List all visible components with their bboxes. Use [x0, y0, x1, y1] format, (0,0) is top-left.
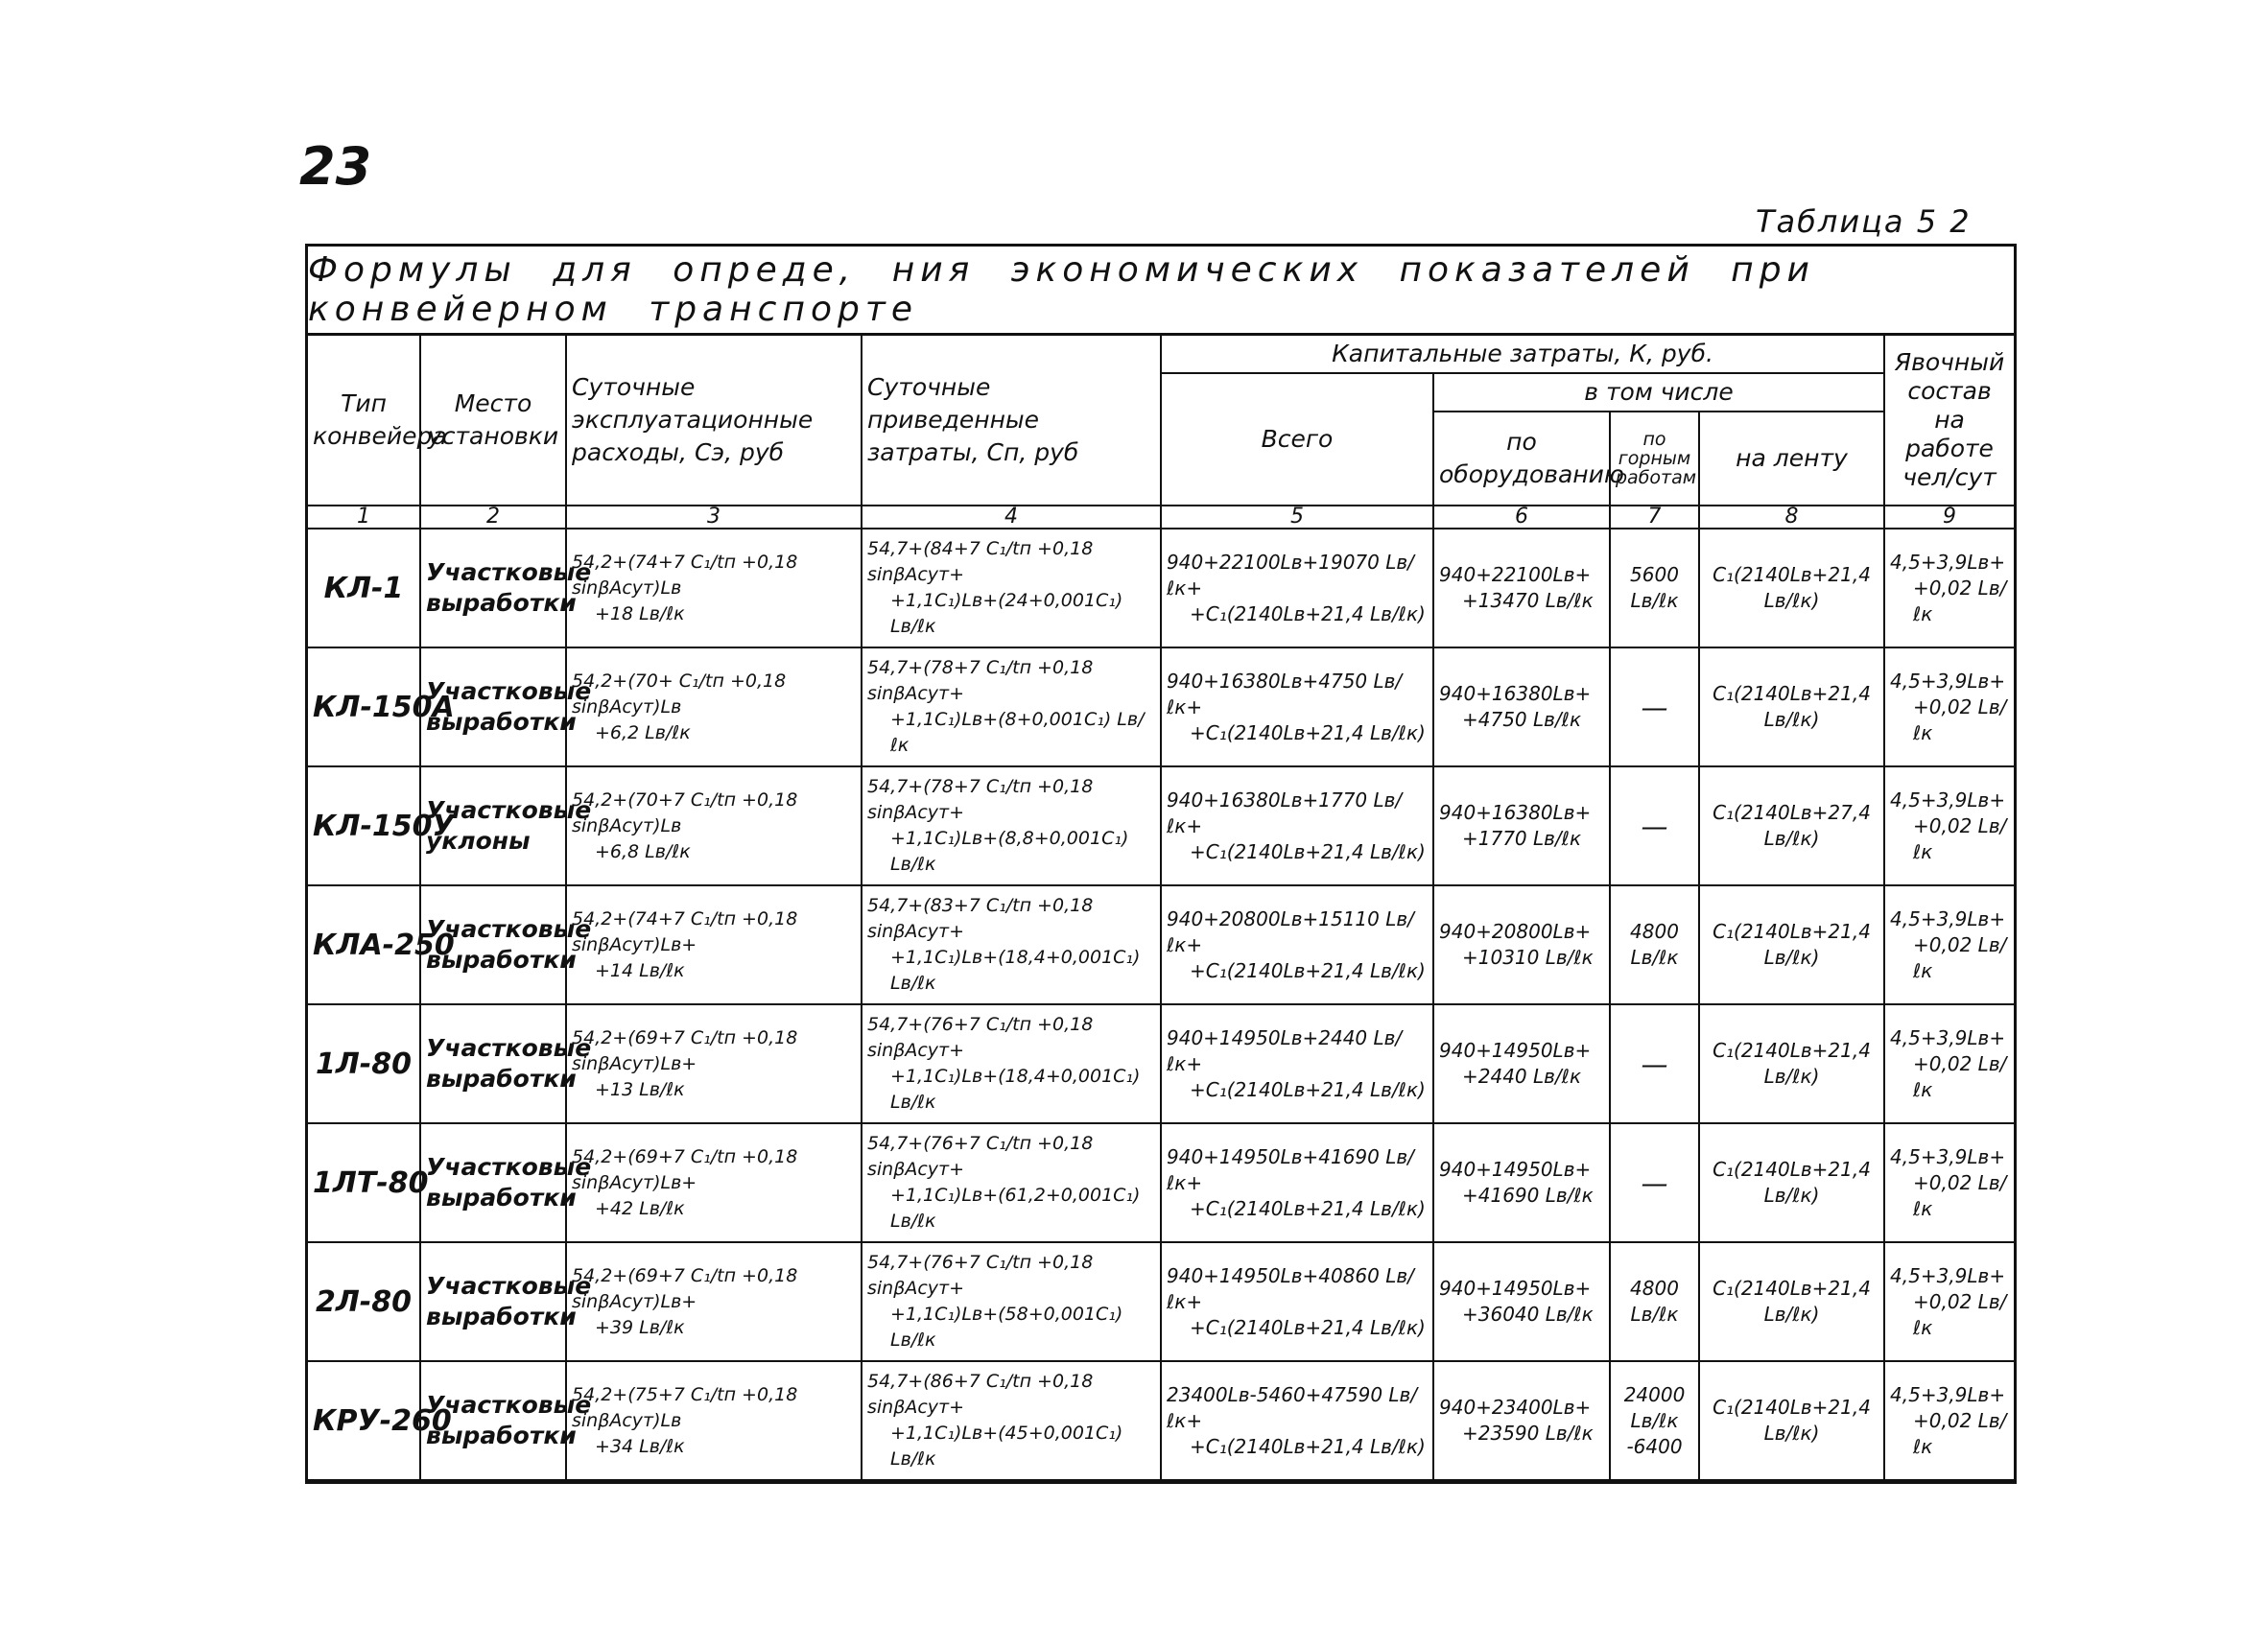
- equipment-cost-formula-line: +10310 Lв/ℓк: [1462, 946, 1594, 969]
- staff-formula: [1884, 529, 2014, 647]
- capital-total-formula-line: +C₁(2140Lв+21,4 Lв/ℓк): [1190, 1315, 1426, 1339]
- staff-formula-line: +0,02 Lв/ℓк: [1913, 576, 2007, 625]
- reduced-cost-formula-line: +1,1C₁)Lв+(8+0,001C₁) Lв/ℓк: [890, 709, 1145, 756]
- equipment-cost-formula-line: +2440 Lв/ℓк: [1462, 1065, 1582, 1088]
- mining-cost-formula: [1610, 1123, 1699, 1242]
- reduced-cost-formula-line: 54,7+(76+7 C₁/tп +0,18 sinβAсут+: [867, 1133, 1094, 1180]
- belt-cost-formula: [1699, 647, 1884, 766]
- belt-cost-formula: [1699, 1004, 1884, 1123]
- installation-place: Участковые выработки: [420, 529, 566, 647]
- equipment-cost-formula-line: +36040 Lв/ℓк: [1462, 1303, 1594, 1326]
- header-belt: на ленту: [1699, 412, 1884, 506]
- capital-total-formula: [1161, 1242, 1433, 1361]
- table-row: [308, 1242, 2014, 1361]
- reduced-cost-formula-line: 54,7+(76+7 C₁/tп +0,18 sinβAсут+: [867, 1252, 1094, 1299]
- exploitation-formula-line: +18 Lв/ℓк: [595, 602, 685, 624]
- reduced-cost-formula-line: 54,7+(86+7 C₁/tп +0,18 sinβAсут+: [867, 1371, 1094, 1418]
- staff-formula-line: 4,5+3,9Lв+: [1890, 669, 2006, 693]
- capital-total-formula: [1161, 885, 1433, 1004]
- conveyor-type: КЛ-150А: [308, 647, 420, 766]
- equipment-cost-formula: [1433, 766, 1610, 885]
- capital-total-formula-line: 940+14950Lв+41690 Lв/ℓк+: [1167, 1144, 1414, 1194]
- header-including: в том числе: [1433, 373, 1884, 412]
- exploitation-formula-line: +14 Lв/ℓк: [595, 959, 685, 981]
- capital-total-formula: [1161, 766, 1433, 885]
- column-number: 9: [1884, 506, 2014, 529]
- exploitation-formula-line: +6,8 Lв/ℓк: [595, 840, 691, 862]
- table-row: [308, 1004, 2014, 1123]
- belt-cost-formula: [1699, 885, 1884, 1004]
- mining-cost-formula: [1610, 529, 1699, 647]
- table-row: [308, 766, 2014, 885]
- belt-cost-formula-line: C₁(2140Lв+21,4 Lв/ℓк): [1713, 1158, 1871, 1207]
- formula-grid: [308, 336, 2014, 1481]
- staff-formula-line: 4,5+3,9Lв+: [1890, 1382, 2006, 1406]
- staff-formula-line: 4,5+3,9Lв+: [1890, 1263, 2006, 1287]
- installation-place: Участковые выработки: [420, 1123, 566, 1242]
- exploitation-formula: [566, 1242, 862, 1361]
- reduced-cost-formula: [862, 1004, 1161, 1123]
- mining-cost-formula: [1610, 647, 1699, 766]
- exploitation-formula: [566, 1361, 862, 1480]
- exploitation-formula-line: 54,2+(69+7 C₁/tп +0,18 sinβAсут)Lв+: [572, 1145, 798, 1193]
- conveyor-type: КРУ-260: [308, 1361, 420, 1480]
- header-staff: Явочный состав на работе чел/сут: [1884, 336, 2014, 506]
- exploitation-formula: [566, 766, 862, 885]
- staff-formula-line: 4,5+3,9Lв+: [1890, 788, 2006, 812]
- table-row: [308, 647, 2014, 766]
- capital-total-formula-line: 940+16380Lв+1770 Lв/ℓк+: [1167, 788, 1403, 837]
- mining-cost-formula: [1610, 1361, 1699, 1480]
- reduced-cost-formula: [862, 885, 1161, 1004]
- header-type: Тип конвейера: [308, 336, 420, 506]
- header-mining: по горным работам: [1610, 412, 1699, 506]
- staff-formula-line: +0,02 Lв/ℓк: [1913, 1408, 2007, 1458]
- header-place: Место установки: [420, 336, 566, 506]
- mining-cost-formula-line: —: [1641, 810, 1668, 842]
- conveyor-type: 2Л-80: [308, 1242, 420, 1361]
- reduced-cost-formula: [862, 529, 1161, 647]
- exploitation-formula-line: +39 Lв/ℓк: [595, 1316, 685, 1338]
- belt-cost-formula-line: C₁(2140Lв+21,4 Lв/ℓк): [1713, 682, 1871, 731]
- mining-cost-formula: [1610, 766, 1699, 885]
- staff-formula: [1884, 885, 2014, 1004]
- belt-cost-formula-line: C₁(2140Lв+21,4 Lв/ℓк): [1713, 1396, 1871, 1445]
- staff-formula: [1884, 1242, 2014, 1361]
- staff-formula-line: +0,02 Lв/ℓк: [1913, 1051, 2007, 1101]
- column-number: 5: [1161, 506, 1433, 529]
- reduced-cost-formula-line: 54,7+(83+7 C₁/tп +0,18 sinβAсут+: [867, 895, 1094, 942]
- exploitation-formula-line: +34 Lв/ℓк: [595, 1435, 685, 1457]
- conveyor-type: 1Л-80: [308, 1004, 420, 1123]
- column-number: 8: [1699, 506, 1884, 529]
- belt-cost-formula: [1699, 766, 1884, 885]
- belt-cost-formula: [1699, 1242, 1884, 1361]
- capital-total-formula-line: +C₁(2140Lв+21,4 Lв/ℓк): [1190, 1434, 1426, 1458]
- column-number: 4: [862, 506, 1161, 529]
- staff-formula-line: +0,02 Lв/ℓк: [1913, 1289, 2007, 1339]
- exploitation-formula-line: 54,2+(75+7 C₁/tп +0,18 sinβAсут)Lв: [572, 1383, 798, 1431]
- staff-formula-line: +0,02 Lв/ℓк: [1913, 694, 2007, 744]
- capital-total-formula-line: 940+22100Lв+19070 Lв/ℓк+: [1167, 550, 1414, 600]
- table-row: [308, 1123, 2014, 1242]
- equipment-cost-formula-line: 940+20800Lв+: [1439, 920, 1592, 943]
- belt-cost-formula-line: C₁(2140Lв+21,4 Lв/ℓк): [1713, 1039, 1871, 1088]
- exploitation-formula: [566, 1123, 862, 1242]
- capital-total-formula: [1161, 647, 1433, 766]
- reduced-cost-formula: [862, 1242, 1161, 1361]
- equipment-cost-formula-line: +1770 Lв/ℓк: [1462, 827, 1582, 850]
- column-number: 7: [1610, 506, 1699, 529]
- column-number: 2: [420, 506, 566, 529]
- column-number: 1: [308, 506, 420, 529]
- exploitation-formula: [566, 647, 862, 766]
- belt-cost-formula: [1699, 1361, 1884, 1480]
- exploitation-formula-line: 54,2+(74+7 C₁/tп +0,18 sinβAсут)Lв+: [572, 907, 798, 955]
- staff-formula-line: 4,5+3,9Lв+: [1890, 1144, 2006, 1168]
- reduced-cost-formula: [862, 647, 1161, 766]
- belt-cost-formula: [1699, 1123, 1884, 1242]
- capital-total-formula-line: +C₁(2140Lв+21,4 Lв/ℓк): [1190, 1196, 1426, 1220]
- reduced-cost-formula-line: +1,1C₁)Lв+(18,4+0,001C₁) Lв/ℓк: [890, 1066, 1141, 1113]
- mining-cost-formula-line: —: [1641, 1047, 1668, 1080]
- table-row: [308, 1361, 2014, 1480]
- installation-place: Участковые выработки: [420, 1242, 566, 1361]
- reduced-cost-formula-line: +1,1C₁)Lв+(58+0,001C₁) Lв/ℓк: [890, 1304, 1123, 1351]
- mining-cost-formula-line: —: [1641, 691, 1668, 723]
- column-number: 6: [1433, 506, 1610, 529]
- equipment-cost-formula-line: 940+14950Lв+: [1439, 1039, 1592, 1062]
- capital-total-formula: [1161, 1123, 1433, 1242]
- formula-table: [305, 244, 2017, 1484]
- table-row: [308, 529, 2014, 647]
- reduced-cost-formula-line: 54,7+(78+7 C₁/tп +0,18 sinβAсут+: [867, 657, 1094, 704]
- capital-total-formula-line: +C₁(2140Lв+21,4 Lв/ℓк): [1190, 720, 1426, 744]
- exploitation-formula: [566, 1004, 862, 1123]
- exploitation-formula: [566, 885, 862, 1004]
- exploitation-formula-line: 54,2+(69+7 C₁/tп +0,18 sinβAсут)Lв+: [572, 1264, 798, 1312]
- exploitation-formula-line: +6,2 Lв/ℓк: [595, 721, 691, 743]
- reduced-cost-formula-line: 54,7+(78+7 C₁/tп +0,18 sinβAсут+: [867, 776, 1094, 823]
- header-reduced: Суточные приведенные затраты, Сп, руб: [862, 336, 1161, 506]
- installation-place: Участковые уклоны: [420, 766, 566, 885]
- equipment-cost-formula: [1433, 1004, 1610, 1123]
- mining-cost-formula: [1610, 1004, 1699, 1123]
- header-equipment: по оборудованию: [1433, 412, 1610, 506]
- equipment-cost-formula-line: 940+22100Lв+: [1439, 563, 1592, 586]
- belt-cost-formula-line: C₁(2140Lв+21,4 Lв/ℓк): [1713, 563, 1871, 612]
- exploitation-formula-line: 54,2+(74+7 C₁/tп +0,18 sinβAсут)Lв: [572, 551, 798, 599]
- equipment-cost-formula-line: 940+14950Lв+: [1439, 1277, 1592, 1300]
- exploitation-formula-line: 54,2+(69+7 C₁/tп +0,18 sinβAсут)Lв+: [572, 1026, 798, 1074]
- belt-cost-formula-line: C₁(2140Lв+21,4 Lв/ℓк): [1713, 920, 1871, 969]
- installation-place: Участковые выработки: [420, 647, 566, 766]
- conveyor-type: 1ЛТ-80: [308, 1123, 420, 1242]
- capital-total-formula-line: +C₁(2140Lв+21,4 Lв/ℓк): [1190, 1077, 1426, 1101]
- mining-cost-formula-line: 4800 Lв/ℓк: [1630, 1277, 1679, 1326]
- installation-place: Участковые выработки: [420, 885, 566, 1004]
- reduced-cost-formula: [862, 1361, 1161, 1480]
- staff-formula-line: 4,5+3,9Lв+: [1890, 550, 2006, 574]
- capital-total-formula-line: +C₁(2140Lв+21,4 Lв/ℓк): [1190, 601, 1426, 625]
- equipment-cost-formula: [1433, 1242, 1610, 1361]
- table-row: [308, 885, 2014, 1004]
- staff-formula-line: 4,5+3,9Lв+: [1890, 906, 2006, 930]
- reduced-cost-formula-line: +1,1C₁)Lв+(45+0,001C₁) Lв/ℓк: [890, 1423, 1123, 1470]
- staff-formula-line: +0,02 Lв/ℓк: [1913, 813, 2007, 863]
- reduced-cost-formula-line: +1,1C₁)Lв+(8,8+0,001C₁) Lв/ℓк: [890, 828, 1129, 875]
- equipment-cost-formula-line: +13470 Lв/ℓк: [1462, 589, 1594, 612]
- belt-cost-formula-line: C₁(2140Lв+27,4 Lв/ℓк): [1713, 801, 1871, 850]
- equipment-cost-formula-line: 940+16380Lв+: [1439, 682, 1592, 705]
- capital-total-formula-line: 940+20800Lв+15110 Lв/ℓк+: [1167, 906, 1414, 956]
- staff-formula-line: 4,5+3,9Lв+: [1890, 1025, 2006, 1049]
- column-number: 3: [566, 506, 862, 529]
- header-capital-group: Капитальные затраты, К, руб.: [1161, 336, 1884, 373]
- reduced-cost-formula-line: 54,7+(76+7 C₁/tп +0,18 sinβAсут+: [867, 1014, 1094, 1061]
- staff-formula: [1884, 1123, 2014, 1242]
- equipment-cost-formula: [1433, 1123, 1610, 1242]
- equipment-cost-formula-line: 940+14950Lв+: [1439, 1158, 1592, 1181]
- equipment-cost-formula-line: 940+23400Lв+: [1439, 1396, 1592, 1419]
- capital-total-formula-line: 23400Lв-5460+47590 Lв/ℓк+: [1167, 1382, 1418, 1432]
- mining-cost-formula-line: 24000 Lв/ℓк: [1623, 1382, 1686, 1432]
- mining-cost-formula-line: —: [1641, 1166, 1668, 1199]
- staff-formula: [1884, 766, 2014, 885]
- equipment-cost-formula: [1433, 1361, 1610, 1480]
- reduced-cost-formula-line: +1,1C₁)Lв+(24+0,001C₁) Lв/ℓк: [890, 590, 1123, 637]
- conveyor-type: КЛА-250: [308, 885, 420, 1004]
- equipment-cost-formula: [1433, 647, 1610, 766]
- reduced-cost-formula-line: 54,7+(84+7 C₁/tп +0,18 sinβAсут+: [867, 538, 1094, 585]
- equipment-cost-formula: [1433, 885, 1610, 1004]
- staff-formula-line: +0,02 Lв/ℓк: [1913, 932, 2007, 982]
- reduced-cost-formula-line: +1,1C₁)Lв+(18,4+0,001C₁) Lв/ℓк: [890, 947, 1141, 994]
- staff-formula: [1884, 647, 2014, 766]
- conveyor-type: КЛ-1: [308, 529, 420, 647]
- capital-total-formula-line: 940+16380Lв+4750 Lв/ℓк+: [1167, 669, 1403, 718]
- exploitation-formula: [566, 529, 862, 647]
- equipment-cost-formula-line: +23590 Lв/ℓк: [1462, 1422, 1594, 1445]
- table-label: Таблица 5 2: [1756, 203, 1972, 240]
- capital-total-formula-line: 940+14950Lв+2440 Lв/ℓк+: [1167, 1025, 1403, 1075]
- mining-cost-formula-line: 4800 Lв/ℓк: [1630, 920, 1679, 969]
- reduced-cost-formula: [862, 766, 1161, 885]
- capital-total-formula-line: +C₁(2140Lв+21,4 Lв/ℓк): [1190, 839, 1426, 863]
- reduced-cost-formula-line: +1,1C₁)Lв+(61,2+0,001C₁) Lв/ℓк: [890, 1185, 1141, 1232]
- exploitation-formula-line: +42 Lв/ℓк: [595, 1197, 685, 1219]
- installation-place: Участковые выработки: [420, 1361, 566, 1480]
- capital-total-formula-line: 940+14950Lв+40860 Lв/ℓк+: [1167, 1263, 1414, 1313]
- staff-formula: [1884, 1361, 2014, 1480]
- capital-total-formula: [1161, 1361, 1433, 1480]
- staff-formula-line: +0,02 Lв/ℓк: [1913, 1170, 2007, 1220]
- installation-place: Участковые выработки: [420, 1004, 566, 1123]
- belt-cost-formula: [1699, 529, 1884, 647]
- mining-cost-formula-line: -6400: [1626, 1434, 1683, 1458]
- exploitation-formula-line: +13 Lв/ℓк: [595, 1078, 685, 1100]
- capital-total-formula: [1161, 529, 1433, 647]
- capital-total-formula: [1161, 1004, 1433, 1123]
- capital-total-formula-line: +C₁(2140Lв+21,4 Lв/ℓк): [1190, 958, 1426, 982]
- header-total: Всего: [1161, 373, 1433, 506]
- header-exploitation: Суточные эксплуатационные расходы, Сэ, руб: [566, 336, 862, 506]
- equipment-cost-formula-line: 940+16380Lв+: [1439, 801, 1592, 824]
- equipment-cost-formula-line: +41690 Lв/ℓк: [1462, 1184, 1594, 1207]
- page-number: 23: [299, 136, 372, 197]
- mining-cost-formula: [1610, 1242, 1699, 1361]
- equipment-cost-formula: [1433, 529, 1610, 647]
- reduced-cost-formula: [862, 1123, 1161, 1242]
- belt-cost-formula-line: C₁(2140Lв+21,4 Lв/ℓк): [1713, 1277, 1871, 1326]
- staff-formula: [1884, 1004, 2014, 1123]
- mining-cost-formula-line: 5600 Lв/ℓк: [1630, 563, 1679, 612]
- table-title: Формулы для опреде, ния экономических показателей при конвейерном транспорте: [308, 247, 2014, 336]
- exploitation-formula-line: 54,2+(70+7 C₁/tп +0,18 sinβAсут)Lв: [572, 788, 798, 836]
- equipment-cost-formula-line: +4750 Lв/ℓк: [1462, 708, 1582, 731]
- mining-cost-formula: [1610, 885, 1699, 1004]
- conveyor-type: КЛ-150У: [308, 766, 420, 885]
- exploitation-formula-line: 54,2+(70+ C₁/tп +0,18 sinβAсут)Lв: [572, 670, 787, 718]
